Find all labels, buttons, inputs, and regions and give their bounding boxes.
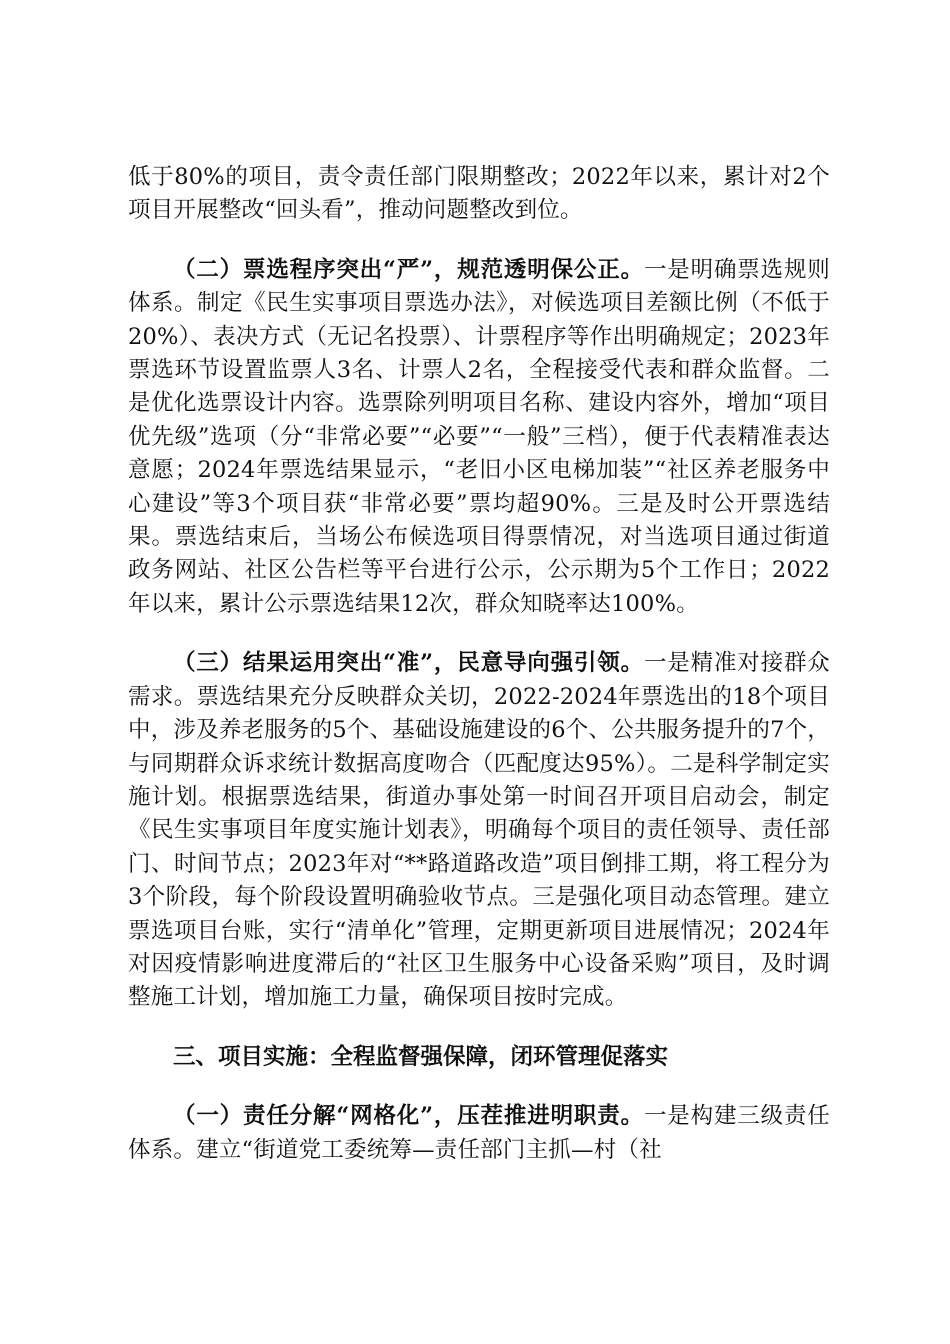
paragraph-result-application bbox=[128, 647, 830, 1014]
paragraph-body: 低于80%的项目，责令责任部门限期整改；2022年以来，累计对2个项目开展整改“回头看”，推动问题整改到位。 bbox=[128, 164, 830, 224]
paragraph-voting-procedure bbox=[128, 254, 830, 621]
paragraph-lead: （二）票选程序突出“严”，规范透明保公正。 bbox=[173, 256, 644, 283]
paragraph-body: 一是明确票选规则体系。制定《民生实事项目票选办法》，对候选项目差额比例（不低于20%）、表决方式（无记名投票）、计票程序等作出明确规定；2023年票选环节设置监票人3名、计票人2名，全程接受代表和群众监督。二是优化选票设计内容。选票除列明项目名称、建设内容外，增加“项目优先级”选项（分“非常必要”“必要”“一般”三档），便于代表精准表达意愿；2024年票选结果显示，“老旧小区电梯加装”“社区养老服务中心建设”等3个项目获“非常必要”票均超90%。三是及时公开票选结果。票选结束后，当场公布候选项目得票情况，对当选项目通过街道政务网站、社区公告栏等平台进行公示，公示期为5个工作日；2022年以来，累计公示票选结果12次，群众知晓率达100%。 bbox=[128, 256, 830, 617]
paragraph-lead: （三）结果运用突出“准”，民意导向强引领。 bbox=[173, 650, 644, 677]
section-heading: 三、项目实施：全程监督强保障，闭环管理促落实 bbox=[173, 1043, 669, 1070]
document-page bbox=[128, 161, 830, 1193]
paragraph-body: 一是精准对接群众需求。票选结果充分反映群众关切，2022-2024年票选出的18个项目中，涉及养老服务的5个、基础设施建设的6个、公共服务提升的7个，与同期群众诉求统计数据高度吻合（匹配度达95%）。二是科学制定实施计划。根据票选结果，街道办事处第一时间召开项目启动会，制定《民生实事项目年度实施计划表》，明确每个项目的责任领导、责任部门、时间节点；2023年对“**路道路改造”项目倒排工期，将工程分为3个阶段，每个阶段设置明确验收节点。三是强化项目动态管理。建立票选项目台账，实行“清单化”管理，定期更新项目进展情况；2024年对因疫情影响进度滞后的“社区卫生服务中心设备采购”项目，及时调整施工计划，增加施工力量，确保项目按时完成。 bbox=[128, 650, 830, 1011]
paragraph-lead: （一）责任分解“网格化”，压茬推进明职责。 bbox=[173, 1103, 644, 1130]
paragraph-body: 一是构建三级责任体系。建立“街道党工委统筹—责任部门主抓—村（社 bbox=[128, 1103, 830, 1163]
paragraph-responsibility bbox=[128, 1100, 830, 1167]
paragraph-continuation bbox=[128, 161, 830, 228]
